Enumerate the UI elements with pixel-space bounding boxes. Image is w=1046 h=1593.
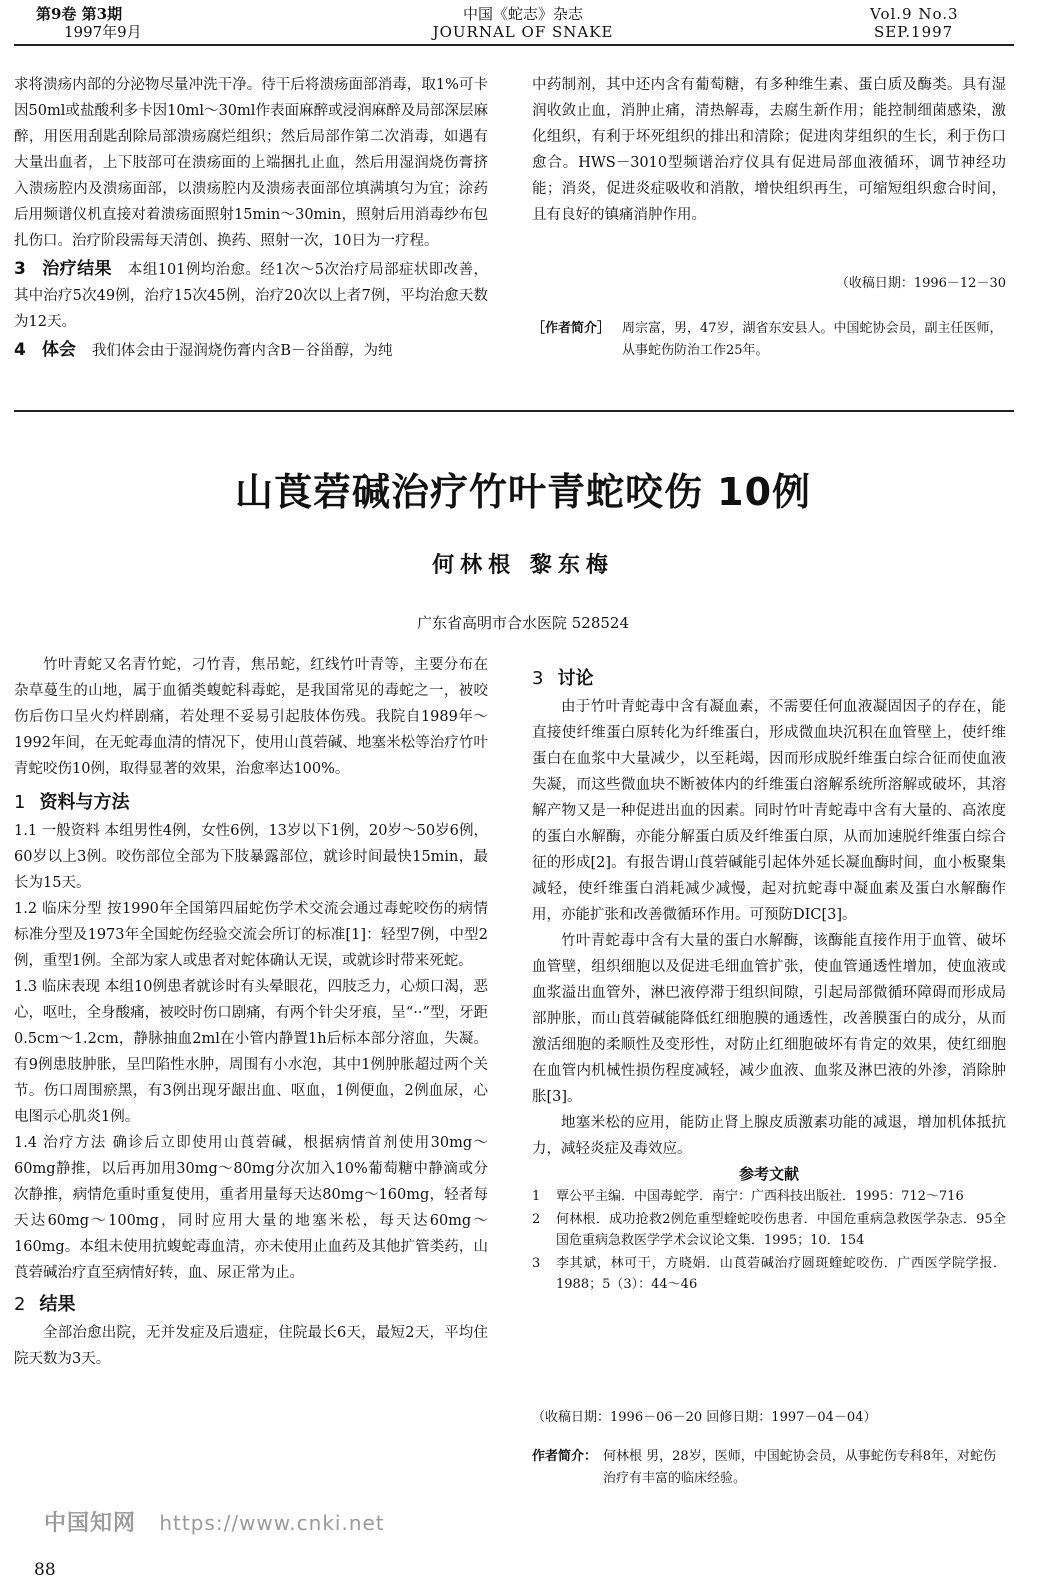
header-rule [14, 44, 1014, 46]
section-number: 3 [14, 259, 26, 279]
reference-number: 1 [532, 1189, 541, 1204]
discussion-paragraph-3: 地塞米松的应用，能防止肾上腺皮质激素功能的减退，增加机体抵抗力，减轻炎症及毒效应。 [532, 1115, 1006, 1157]
reference-text: 李其斌，林可干，方晓娟．山莨菪碱治疗圆斑蝰蛇咬伤．广西医学院学报．1988；5（3）：44～46 [556, 1256, 1006, 1292]
reference-text: 何林根．成功抢救2例危重型蝰蛇咬伤患者．中国危重病急救医学杂志．95全国危重病急救医学学术会议论文集．1995；10．154 [556, 1212, 1006, 1248]
section-number: 1 [14, 792, 26, 813]
journal-name-en: JOURNAL OF SNAKE [432, 23, 614, 41]
reference-item [532, 1186, 1006, 1207]
reference-item [532, 1209, 1006, 1251]
cnki-watermark [44, 1506, 385, 1537]
author-affiliation: 广东省高明市合水医院 528524 [416, 614, 630, 632]
prev-received-date: （收稿日期：1996－12－30 [835, 276, 1006, 291]
watermark-logo-text: 中国知网 [44, 1511, 137, 1536]
article-left-column [14, 652, 488, 1372]
reference-number: 3 [532, 1256, 541, 1271]
subsection-1-2: 1.2 临床分型 按1990年全国第四届蛇伤学术交流会通过毒蛇咬伤的病情标准分型及1973年全国蛇伤经验交流会所订的标准[1]：轻型7例，中型2例，重型1例。全部为家人或患者对蛇体确认无误，或就诊时带来死蛇。 [14, 901, 488, 969]
volume-number-en: Vol.9 No.3 [870, 5, 959, 23]
section-title: 资料与方法 [39, 792, 130, 813]
author-bio [532, 1446, 1006, 1490]
subsection-1-1: 1.1 一般资料 本组男性4例，女性6例，13岁以下1例，20岁～50岁6例，60岁以上3例。咬伤部位全部为下肢暴露部位，就诊时间最快15min，最长为15天。 [14, 823, 488, 891]
reference-number: 2 [532, 1212, 541, 1227]
article-title: 山莨菪碱治疗竹叶青蛇咬伤 10例 [234, 470, 812, 514]
bio-text: 周宗富，男，47岁，湖省东安县人。中国蛇协会员，副主任医师，从事蛇伤防治工作25年。 [622, 321, 1003, 358]
received-date: （收稿日期：1996－06－20 回修日期：1997－04－04） [532, 1410, 877, 1425]
subsection-1-3: 1.3 临床表现 本组10例患者就诊时有头晕眼花，四肢乏力，心烦口渴，恶心，呕吐，全身酸痛，被咬时伤口剧痛，有两个针尖牙痕，呈“··”型，牙距0.5cm～1.2cm，静脉抽血2ml在小管内静置1h后标本部分溶血，失凝。有9例患肢肿胀，呈凹陷性水肿，周围有小水泡，其中1例肿胀超过两个关节。伤口周围瘀黑，有3例出现牙龈出血、呕血，1例便血，2例血尿，心电图示心肌炎1例。 [14, 979, 488, 1125]
references-heading: 参考文献 [738, 1165, 799, 1183]
prev-article-left-column [14, 72, 488, 364]
section-title: 结果 [39, 1294, 76, 1315]
section-number: 2 [14, 1294, 26, 1315]
section-1-heading [14, 788, 488, 818]
prev-article-paragraph: 求将溃疡内部的分泌物尽量冲洗干净。待干后将溃疡面部消毒，取1%可卡因50ml或盐酸利多卡因10ml～30ml作表面麻醉或浸润麻醉及局部深层麻醉，用医用刮匙刮除局部溃疡腐烂组织；然后局部作第二次消毒，如遇有大量出血者，上下肢部可在溃疡面的上端捆扎止血，然后用湿润烧伤膏挤入溃疡腔内及溃疡面部，以溃疡腔内及溃疡表面部位填满填匀为宜；涂药后用频谱仪机直接对着溃疡面照射15min～30min，照射后用消毒纱布包扎伤口。治疗阶段需每天清创、换药、照射一次，10日为一疗程。 [14, 77, 488, 249]
section-number: 3 [532, 668, 544, 689]
bio-text: 何林根 男，28岁，医师，中国蛇协会员，从事蛇伤专科8年，对蛇伤治疗有丰富的临床经验。 [603, 1449, 996, 1486]
reference-text: 覃公平主编．中国毒蛇学．南宁：广西科技出版社．1995：712～716 [556, 1189, 964, 1204]
discussion-paragraph-2: 竹叶青蛇毒中含有大量的蛋白水解酶，该酶能直接作用于血管、破坏血管壁，组织细胞以及促进毛细血管扩张，使血管通透性增加，使血液或血浆溢出血管外，淋巴液停滞于组织间隙，引起局部微循环障碍而形成局部肿胀，而山莨菪碱能降低红细胞膜的通透性，改善膜蛋白的成分，从而激活细胞的柔顺性及变形性，对防止红细胞破坏有肯定的效果，使红细胞在血管内机械性损伤程度减轻，减少血液、血浆及淋巴液的外渗，消除肿胀[3]。 [532, 933, 1006, 1105]
prev-article-paragraph: 中药制剂，其中还内含有葡萄糖，有多种维生素、蛋白质及酶类。具有湿润收敛止血，消肿止痛，清热解毒，去腐生新作用；能控制细菌感染，激化组织，有利于坏死组织的排出和清除；促进肉芽组织的生长，利于伤口愈合。HWS－3010型频谱治疗仪具有促进局部血液循环，调节神经功能；消炎，促进炎症吸收和消散，增快组织再生，可缩短组织愈合时间，且有良好的镇痛消肿作用。 [532, 77, 1006, 223]
section-text: 我们体会由于湿润烧伤膏内含B－谷甾醇，为纯 [91, 343, 393, 359]
issue-date: 1997年9月 [64, 23, 142, 41]
section-number: 4 [14, 340, 26, 360]
article-authors: 何林根 黎东梅 [432, 552, 614, 578]
results-paragraph: 全部治愈出院，无并发症及后遗症，住院最长6天，最短2天，平均住院天数为3天。 [14, 1325, 488, 1367]
journal-name-cn: 中国《蛇志》杂志 [462, 5, 583, 23]
section-heading: 治疗结果 [41, 259, 112, 279]
issue-date-en: SEP.1997 [874, 23, 954, 41]
section-heading: 体会 [41, 340, 76, 360]
article-right-column [532, 664, 1006, 1297]
bio-label: 作者简介： [532, 1449, 598, 1464]
section-2-heading [14, 1290, 488, 1320]
subsection-1-4: 1.4 治疗方法 确诊后立即使用山莨菪碱，根据病情首剂使用30mg～60mg静推，以后再加用30mg～80mg分次加入10%葡萄糖中静滴或分次静推，病情危重时重复使用，重者用量每天达80mg～160mg，轻者每天达60mg～100mg，同时应用大量的地塞米松，每天达60mg～160mg。本组未使用抗蝮蛇毒血清，亦未使用止血药及其他扩管类药，山莨菪碱治疗直至病情好转，血、尿正常为止。 [14, 1135, 488, 1281]
discussion-paragraph-1: 由于竹叶青蛇毒中含有凝血素，不需要任何血液凝固因子的存在，能直接使纤维蛋白原转化为纤维蛋白，形成微血块沉积在血管壁上，使纤维蛋白在血浆中大量减少，以至耗竭，因而形成脱纤维蛋白综合征而使血液失凝，而这些微血块不断被体内的纤维蛋白溶解系统所溶解或破坏，其溶解产物又是一种促进出血的因素。同时竹叶青蛇毒中含有大量的、高浓度的蛋白水解酶，亦能分解蛋白质及纤维蛋白原，从而加速脱纤维蛋白综合征的形成[2]。有报告谓山莨菪碱能引起体外延长凝血酶时间，血小板聚集减轻，使纤维蛋白消耗减少减慢，起对抗蛇毒中凝血素及蛋白水解酶作用，亦能扩张和改善微循环作用。可预防DIC[3]。 [532, 699, 1006, 923]
section-text: 本组101例均治愈。经1次～5次治疗局部症状即改善，其中治疗5次49例，治疗15次45例，治疗20次以上者7例，平均治愈天数为12天。 [14, 262, 489, 330]
intro-paragraph: 竹叶青蛇又名青竹蛇，刁竹青，焦吊蛇，红线竹叶青等，主要分布在杂草蔓生的山地，属于血循类蝮蛇科毒蛇，是我国常见的毒蛇之一，被咬伤后伤口呈火灼样剧痛，若处理不妥易引起肢体伤残。我院自1989年～1992年间，在无蛇毒血清的情况下，使用山莨菪碱、地塞米松等治疗竹叶青蛇咬伤10例，取得显著的效果，治愈率达100%。 [14, 657, 488, 777]
prev-author-bio [532, 318, 1006, 362]
bio-label: ［作者简介］ [532, 321, 611, 336]
page-number: 88 [34, 1560, 56, 1580]
prev-article-section-3 [14, 256, 488, 335]
section-title: 讨论 [557, 668, 594, 689]
article-divider [14, 410, 1014, 412]
prev-article-section-4 [14, 337, 488, 364]
watermark-url: https://www.cnki.net [159, 1511, 385, 1535]
prev-article-right-column [532, 72, 1006, 228]
section-3-heading [532, 664, 1006, 694]
reference-item [532, 1253, 1006, 1295]
volume-issue: 第9卷 第3期 [36, 5, 123, 23]
